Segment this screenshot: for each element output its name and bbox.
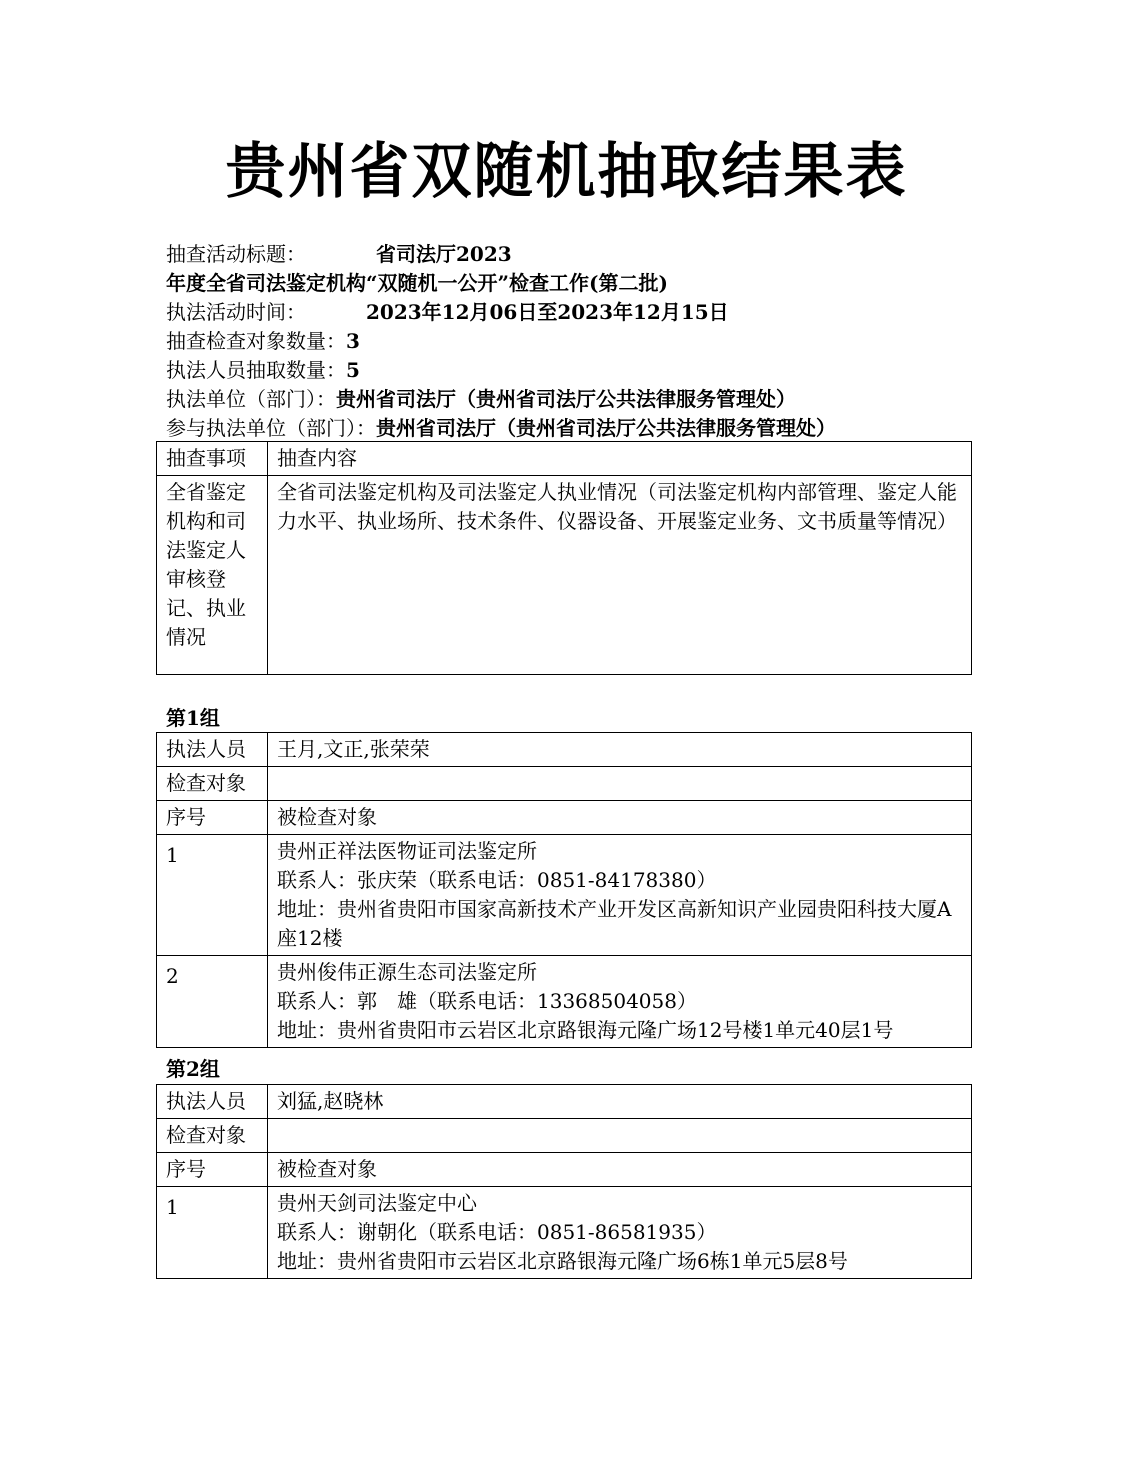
- row-address: 地址：贵州省贵阳市国家高新技术产业开发区高新知识产业园贵阳科技大厦A座12楼: [277, 897, 952, 950]
- activity-title-label: 抽查活动标题：: [166, 242, 306, 266]
- staff-value: 王月,文正,张荣荣: [268, 733, 972, 767]
- row-seq: 2: [157, 956, 268, 1048]
- meta-info: [166, 240, 986, 443]
- row-seq: 1: [157, 1187, 268, 1279]
- group-1-table: [156, 732, 972, 1048]
- scope-row: [157, 476, 972, 675]
- group-2-label: 第2组: [166, 1057, 220, 1081]
- co-unit-value: 贵州省司法厅（贵州省司法厅公共法律服务管理处）: [376, 416, 836, 440]
- group-1-target-row: [157, 767, 972, 801]
- seq-header: 序号: [157, 801, 268, 835]
- row-address: 地址：贵州省贵阳市云岩区北京路银海元隆广场12号楼1单元40层1号: [277, 1018, 894, 1042]
- group-1-header-row: [157, 801, 972, 835]
- row-seq: 1: [157, 835, 268, 956]
- unit-label: 执法单位（部门）：: [166, 387, 336, 411]
- activity-title-line-2: [166, 269, 986, 298]
- row-address: 地址：贵州省贵阳市云岩区北京路银海元隆广场6栋1单元5层8号: [277, 1249, 848, 1273]
- target-value: [268, 1119, 972, 1153]
- co-unit-label: 参与执法单位（部门）：: [166, 416, 376, 440]
- scope-header-row: [157, 442, 972, 476]
- unit-value: 贵州省司法厅（贵州省司法厅公共法律服务管理处）: [336, 387, 796, 411]
- table-row: [157, 956, 972, 1048]
- row-contact: 联系人：郭 雄（联系电话：13368504058）: [277, 989, 697, 1013]
- staff-count-label: 执法人员抽取数量：: [166, 358, 346, 382]
- inspected-header: 被检查对象: [268, 801, 972, 835]
- page-title: 贵州省双随机抽取结果表: [225, 137, 908, 207]
- group-1-label: 第1组: [166, 706, 220, 730]
- staff-label: 执法人员: [157, 1085, 268, 1119]
- inspected-header: 被检查对象: [268, 1153, 972, 1187]
- group-2-table: [156, 1084, 972, 1279]
- target-value: [268, 767, 972, 801]
- scope-item: 全省鉴定机构和司法鉴定人审核登记、执业情况: [157, 476, 268, 675]
- row-detail: [268, 835, 972, 956]
- activity-title-value-2: 年度全省司法鉴定机构“双随机一公开”检查工作(第二批): [166, 271, 668, 295]
- time-label: 执法活动时间：: [166, 300, 306, 324]
- group-1-staff-row: [157, 733, 972, 767]
- row-name: 贵州正祥法医物证司法鉴定所: [277, 839, 537, 863]
- target-count-line: [166, 327, 986, 356]
- target-label: 检查对象: [157, 1119, 268, 1153]
- row-detail: [268, 1187, 972, 1279]
- target-label: 检查对象: [157, 767, 268, 801]
- row-detail: [268, 956, 972, 1048]
- staff-count-line: [166, 356, 986, 385]
- row-contact: 联系人：张庆荣（联系电话：0851-84178380）: [277, 868, 717, 892]
- target-count-label: 抽查检查对象数量：: [166, 329, 346, 353]
- staff-value: 刘猛,赵晓林: [268, 1085, 972, 1119]
- staff-count-value: 5: [346, 358, 360, 382]
- scope-header-content: 抽查内容: [268, 442, 972, 476]
- target-count-value: 3: [346, 329, 360, 353]
- table-row: [157, 835, 972, 956]
- group-2-header-row: [157, 1153, 972, 1187]
- co-unit-line: [166, 414, 986, 443]
- row-name: 贵州俊伟正源生态司法鉴定所: [277, 960, 537, 984]
- row-contact: 联系人：谢朝化（联系电话：0851-86581935）: [277, 1220, 717, 1244]
- scope-content: 全省司法鉴定机构及司法鉴定人执业情况（司法鉴定机构内部管理、鉴定人能力水平、执业场所、技术条件、仪器设备、开展鉴定业务、文书质量等情况）: [268, 476, 972, 675]
- scope-header-item: 抽查事项: [157, 442, 268, 476]
- group-2-staff-row: [157, 1085, 972, 1119]
- seq-header: 序号: [157, 1153, 268, 1187]
- table-row: [157, 1187, 972, 1279]
- activity-title-line: [166, 240, 986, 269]
- time-value: 2023年12月06日至2023年12月15日: [366, 300, 729, 324]
- activity-title-value: 省司法厅2023: [376, 242, 512, 266]
- time-line: [166, 298, 986, 327]
- row-name: 贵州天剑司法鉴定中心: [277, 1191, 477, 1215]
- group-2-target-row: [157, 1119, 972, 1153]
- staff-label: 执法人员: [157, 733, 268, 767]
- scope-table: [156, 441, 972, 675]
- unit-line: [166, 385, 986, 414]
